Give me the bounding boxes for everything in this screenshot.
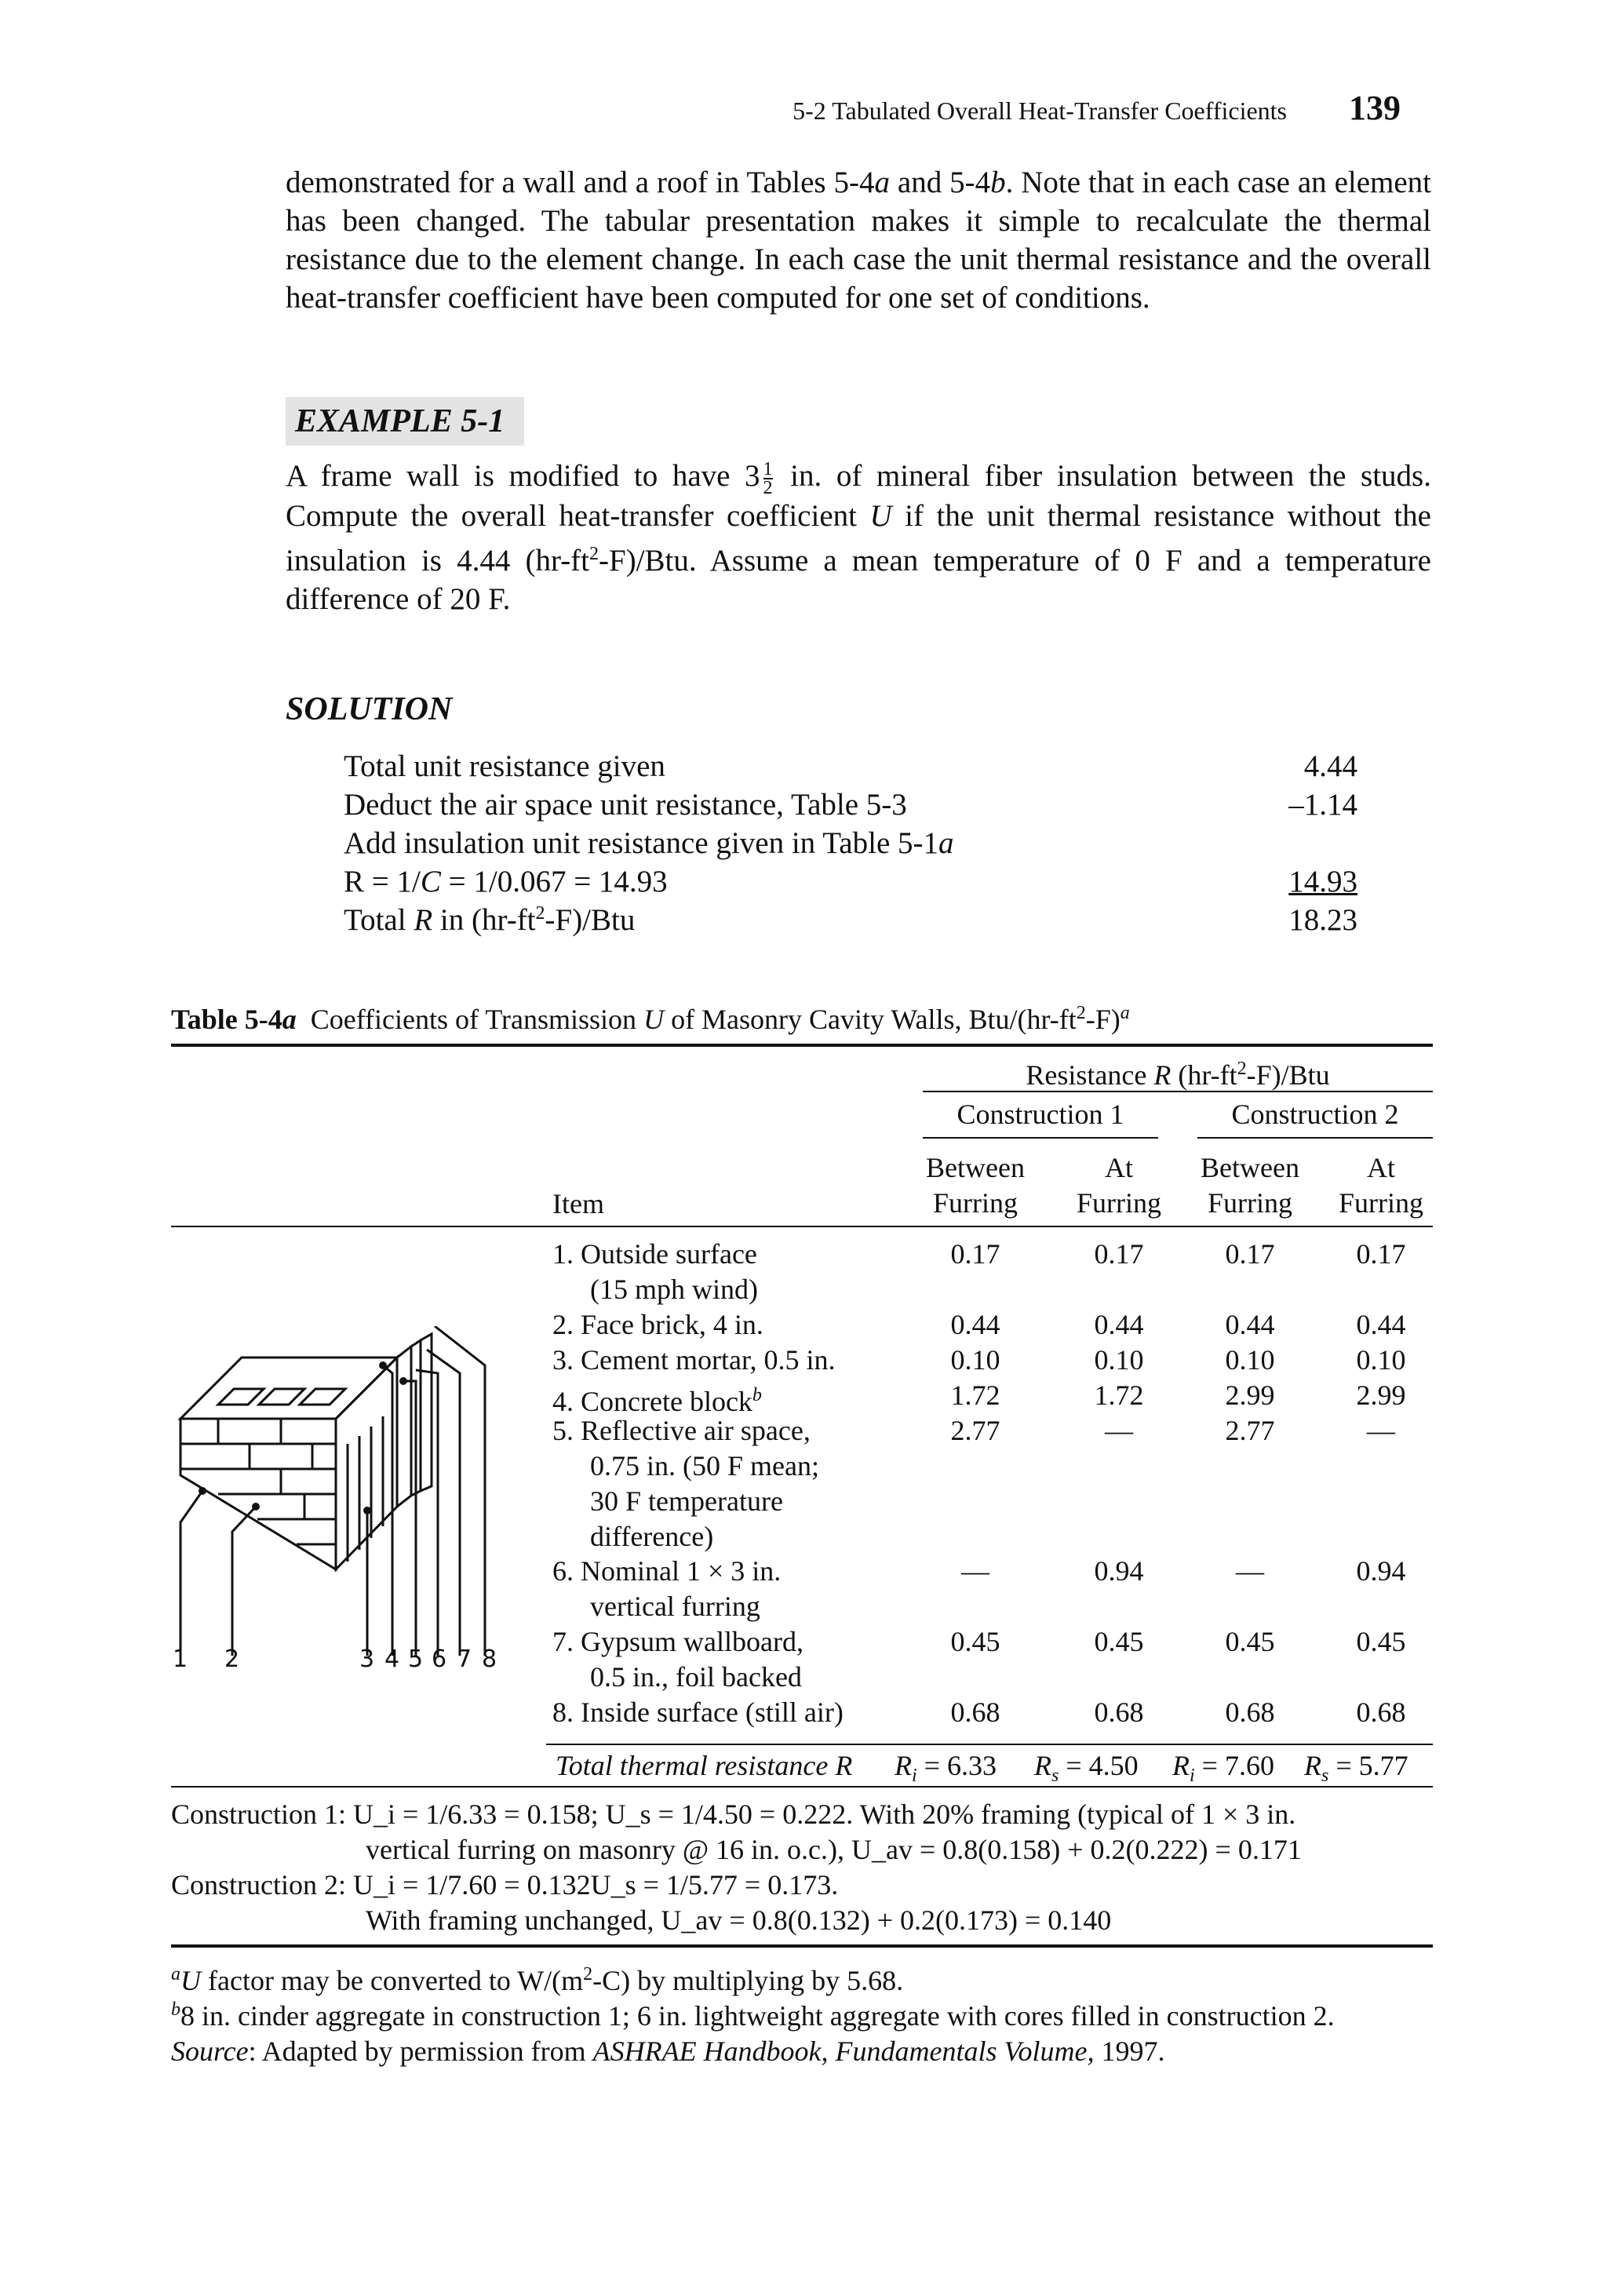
table-cell: 2.99	[1225, 1379, 1275, 1411]
example-text: if the unit thermal resistance without the insulation is 4.44 (hr-ft	[286, 499, 1431, 578]
footnote-mark: b	[752, 1385, 762, 1405]
construction2-note	[171, 1868, 838, 1903]
table-cell: —	[1105, 1415, 1133, 1446]
solution-label-italic: C	[420, 865, 441, 898]
block-layer	[397, 1347, 411, 1507]
total-rs-2	[1304, 1748, 1408, 1794]
total-top-rule	[546, 1744, 1433, 1745]
table-row-item	[552, 1413, 819, 1554]
table-row-item	[552, 1554, 781, 1624]
leader-line-5	[403, 1381, 416, 1656]
total-ri-1	[895, 1748, 997, 1794]
table-cell: 0.10	[1094, 1344, 1144, 1376]
solution-label-italic: R	[414, 903, 433, 937]
superscript: 2	[589, 544, 599, 565]
figure-label-3: 3	[359, 1645, 375, 1673]
header-text: At	[1367, 1152, 1395, 1183]
table-cell: 0.44	[1225, 1309, 1275, 1340]
header-text: Between	[1201, 1152, 1299, 1183]
table-cell: 0.45	[1225, 1626, 1275, 1657]
superscript: 2	[535, 903, 545, 924]
table-cell: —	[961, 1555, 989, 1587]
solution-row	[344, 825, 1357, 864]
item-text: difference)	[590, 1521, 714, 1552]
block-cell	[218, 1389, 264, 1405]
table-cell: 0.44	[1094, 1309, 1144, 1340]
item-text: 0.5 in., foil backed	[590, 1661, 802, 1693]
brick-face-drawing	[180, 1326, 485, 1656]
solution-label-text: Total	[344, 903, 414, 937]
at-furring-header	[1064, 1150, 1174, 1221]
caption-text: U	[643, 1004, 665, 1035]
total-rs-1	[1034, 1748, 1139, 1794]
example-text: -F)/Btu. Assume a mean temperature of 0 F and a temperature difference of 20 F.	[286, 544, 1431, 617]
caption-text: of Masonry Cavity Walls, Btu/(hr-ft	[664, 1004, 1077, 1035]
intro-text: . Note that in each case an	[1005, 166, 1327, 199]
resistance-header	[923, 1051, 1433, 1093]
leader-line-1	[180, 1491, 202, 1656]
furring-layer	[421, 1334, 432, 1491]
figure-label-1: 1	[173, 1645, 188, 1673]
table-row-item: 2. Face brick, 4 in.	[552, 1309, 763, 1340]
example-paragraph	[286, 457, 1431, 618]
intro-text: a	[874, 166, 890, 199]
solution-value: 18.23	[1288, 903, 1357, 937]
superscript: 2	[583, 1964, 593, 1984]
source-note	[171, 2034, 1165, 2069]
total-value: = 4.50	[1059, 1750, 1139, 1781]
header-text: -F)/Btu	[1246, 1059, 1330, 1091]
example-title: EXAMPLE 5-1	[295, 403, 505, 439]
total-ri-2	[1172, 1748, 1274, 1794]
solution-label: Deduct the air space unit resistance, Table 5-3	[344, 788, 907, 822]
header-text: Furring	[1077, 1187, 1161, 1219]
table-cell: 2.77	[1225, 1415, 1275, 1446]
total-symbol: R	[1034, 1750, 1051, 1781]
table-row-item: 8. Inside surface (still air)	[552, 1696, 844, 1728]
item-text: 30 F temperature	[590, 1485, 783, 1517]
solution-label	[344, 825, 954, 864]
notes-bottom-rule	[171, 1944, 1433, 1948]
table-cell: 0.17	[1356, 1238, 1406, 1270]
fraction-denominator: 2	[763, 478, 773, 499]
caption-text: Coefficients of Transmission	[296, 1004, 644, 1035]
footnote-mark: a	[171, 1964, 180, 1984]
header-text: Between	[926, 1152, 1025, 1183]
total-value: = 7.60	[1194, 1750, 1274, 1781]
item-text: 6. Nominal 1 × 3 in.	[552, 1555, 782, 1587]
source-label: Source	[171, 2035, 249, 2067]
table-cell: 2.99	[1356, 1379, 1406, 1411]
solution-label: Total unit resistance given	[344, 749, 665, 783]
table-row-item	[552, 1237, 758, 1307]
fraction-one-half	[763, 461, 773, 497]
intro-text: demonstrated for a wall and a roof in Tables 5-4	[286, 166, 875, 199]
footnote-text: 8 in. cinder aggregate in construction 1; 6 in. lightweight aggregate with cores filled in construction 2.	[180, 2000, 1335, 2032]
caption-label: Table 5-4	[171, 1004, 282, 1035]
figure-label-7: 7	[457, 1645, 472, 1673]
solution-label	[344, 902, 635, 941]
solution-value: 4.44	[1303, 749, 1357, 783]
item-text: vertical furring	[590, 1591, 760, 1622]
total-subscript: s	[1051, 1766, 1059, 1787]
superscript: 2	[1076, 1003, 1086, 1023]
table-cell: 0.45	[1094, 1626, 1144, 1657]
header-text: Furring	[1208, 1187, 1292, 1219]
solution-row	[344, 749, 1357, 787]
table-cell: 0.68	[1225, 1696, 1275, 1728]
table-cell: 0.10	[1225, 1344, 1275, 1376]
intro-text: element has been changed. The tabular presentation makes it simple to recalculate the thermal resistance due to the element change. In each case the unit thermal resistance and the overall heat-transfer coefficient have been computed for one set of conditions.	[286, 166, 1431, 315]
masonry-wall-figure	[171, 1326, 540, 1671]
table-top-rule	[171, 1044, 1433, 1047]
solution-label-text: R = 1/	[344, 865, 421, 898]
solution-value: –1.14	[1288, 788, 1357, 822]
intro-text: and 5-4	[890, 166, 991, 199]
leader-dot	[252, 1503, 260, 1511]
figure-label-6: 6	[432, 1645, 447, 1673]
note-label: Construction 2:	[171, 1869, 353, 1901]
block-cell	[259, 1389, 304, 1405]
table-cell: 1.72	[1094, 1379, 1144, 1411]
total-subscript: i	[912, 1766, 917, 1787]
solution-row	[344, 902, 1357, 941]
total-symbol: R	[1304, 1750, 1321, 1781]
footnote-text: -C) by multiplying by 5.68.	[592, 1965, 904, 1996]
solution-label-text: Add insulation unit resistance given in Table 5-1	[344, 826, 938, 860]
solution-label-text: in (hr-ft	[432, 903, 536, 937]
solution-row	[344, 864, 1357, 902]
leader-line-6	[416, 1370, 438, 1656]
table-cell: 0.44	[1356, 1309, 1406, 1340]
table-cell: 0.94	[1356, 1555, 1406, 1587]
note-label: Construction 1:	[171, 1799, 353, 1830]
header-bottom-rule	[171, 1226, 1433, 1227]
total-label: Total thermal resistance R	[556, 1750, 853, 1781]
example-text: A frame wall is modified to have 3	[286, 459, 760, 493]
figure-label-8: 8	[482, 1645, 497, 1673]
item-column-header: Item	[552, 1188, 604, 1219]
table-cell: 0.94	[1094, 1555, 1144, 1587]
header-text: At	[1105, 1152, 1133, 1183]
intro-text: b	[990, 166, 1006, 199]
leader-dot	[363, 1507, 371, 1514]
table-cell: 0.10	[950, 1344, 1000, 1376]
item-text: (15 mph wind)	[590, 1274, 758, 1305]
footnote-mark: b	[171, 1999, 180, 2020]
source-title: ASHRAE Handbook, Fundamentals Volume,	[592, 2035, 1095, 2067]
construction2-note-line2: With framing unchanged, U_av = 0.8(0.132) + 0.2(0.173) = 0.140	[366, 1904, 1112, 1936]
item-text: 1. Outside surface	[552, 1238, 757, 1270]
header-text: R	[1153, 1059, 1172, 1091]
superscript: 2	[1237, 1059, 1247, 1079]
table-row-item	[552, 1624, 804, 1695]
leader-dot	[379, 1361, 387, 1369]
table-cell: 0.45	[1356, 1626, 1406, 1657]
table-cell: —	[1236, 1555, 1264, 1587]
item-text: 4. Concrete block	[552, 1386, 752, 1417]
leader-dot	[399, 1377, 407, 1385]
table-cell: 0.17	[1094, 1238, 1144, 1270]
header-text: Furring	[1339, 1187, 1423, 1219]
item-text: 7. Gypsum wallboard,	[552, 1626, 804, 1657]
footnote-mark: a	[1120, 1003, 1130, 1023]
figure-label-4: 4	[384, 1645, 400, 1673]
total-value: = 5.77	[1328, 1750, 1408, 1781]
solution-label-text: -F)/Btu	[545, 903, 636, 937]
solution-title: SOLUTION	[286, 691, 453, 727]
caption-label: a	[282, 1004, 297, 1035]
construction1-header: Construction 1	[957, 1099, 1124, 1130]
figure-label-5: 5	[408, 1645, 424, 1673]
table-cell: 1.72	[950, 1379, 1000, 1411]
source-text: 1997.	[1094, 2035, 1165, 2067]
construction2-rule	[1197, 1137, 1433, 1139]
running-header	[793, 88, 1430, 128]
solution-value: 14.93	[1288, 865, 1357, 898]
intro-paragraph	[286, 163, 1431, 317]
header-text: (hr-ft	[1171, 1059, 1237, 1091]
footnote-b	[171, 1992, 1335, 2034]
table-cell: —	[1367, 1415, 1395, 1446]
solution-label-italic: a	[938, 826, 954, 860]
solution-row	[344, 787, 1357, 825]
header-text: Resistance	[1026, 1059, 1154, 1091]
between-furring-header	[920, 1150, 1030, 1221]
table-cell: 0.68	[950, 1696, 1000, 1728]
header-text: Furring	[933, 1187, 1018, 1219]
table-row-item: 3. Cement mortar, 0.5 in.	[552, 1344, 836, 1376]
table-cell: 2.77	[950, 1415, 1000, 1446]
item-text: 5. Reflective air space,	[552, 1415, 811, 1446]
total-symbol: R	[1172, 1750, 1190, 1781]
leader-line-2	[232, 1507, 256, 1656]
leader-dots	[199, 1361, 407, 1514]
table-cell: 0.17	[1225, 1238, 1275, 1270]
total-subscript: s	[1321, 1766, 1329, 1787]
note-text: U_i = 1/6.33 = 0.158; U_s = 1/4.50 = 0.222. With 20% framing (typical of 1 × 3 in.	[353, 1799, 1296, 1830]
total-subscript: i	[1190, 1766, 1195, 1787]
section-title: 5-2 Tabulated Overall Heat-Transfer Coefficients	[793, 97, 1287, 125]
leader-line-4	[383, 1365, 392, 1656]
construction1-note	[171, 1797, 1295, 1832]
block-cell	[300, 1389, 345, 1405]
note-text: U_i = 1/7.60 = 0.132U_s = 1/5.77 = 0.173.	[353, 1869, 839, 1901]
total-value: = 6.33	[916, 1750, 997, 1781]
table-caption	[171, 1003, 1130, 1036]
solution-label-text: = 1/0.067 = 14.93	[440, 865, 668, 898]
table-cell: 0.45	[950, 1626, 1000, 1657]
construction2-header: Construction 2	[1231, 1099, 1399, 1130]
footnote-text: factor may be converted to W/(m	[201, 1965, 584, 1996]
total-symbol: R	[895, 1750, 912, 1781]
construction1-rule	[923, 1137, 1158, 1139]
caption-text: -F)	[1085, 1004, 1121, 1035]
example-text: in. of mineral fiber insulation between the studs. Compute the overall heat-transfer coefficient	[286, 459, 1431, 534]
footnote-text: U	[180, 1965, 201, 1996]
table-cell: 0.44	[950, 1309, 1000, 1340]
item-text: 0.75 in. (50 F mean;	[590, 1450, 819, 1481]
leader-dot	[199, 1487, 206, 1495]
figure-label-2: 2	[224, 1645, 240, 1673]
table-cell: 0.68	[1094, 1696, 1144, 1728]
construction1-note-line2: vertical furring on masonry @ 16 in. o.c.), U_av = 0.8(0.158) + 0.2(0.222) = 0.171	[366, 1834, 1302, 1865]
table-cell: 0.10	[1356, 1344, 1406, 1376]
page-number: 139	[1349, 89, 1401, 127]
fraction-numerator: 1	[763, 459, 773, 480]
table-cell: 0.17	[950, 1238, 1000, 1270]
between-furring-header	[1195, 1150, 1305, 1221]
example-text: U	[869, 499, 892, 534]
table-cell: 0.68	[1356, 1696, 1406, 1728]
at-furring-header	[1326, 1150, 1436, 1221]
solution-label	[344, 864, 668, 902]
source-text: : Adapted by permission from	[248, 2035, 593, 2067]
